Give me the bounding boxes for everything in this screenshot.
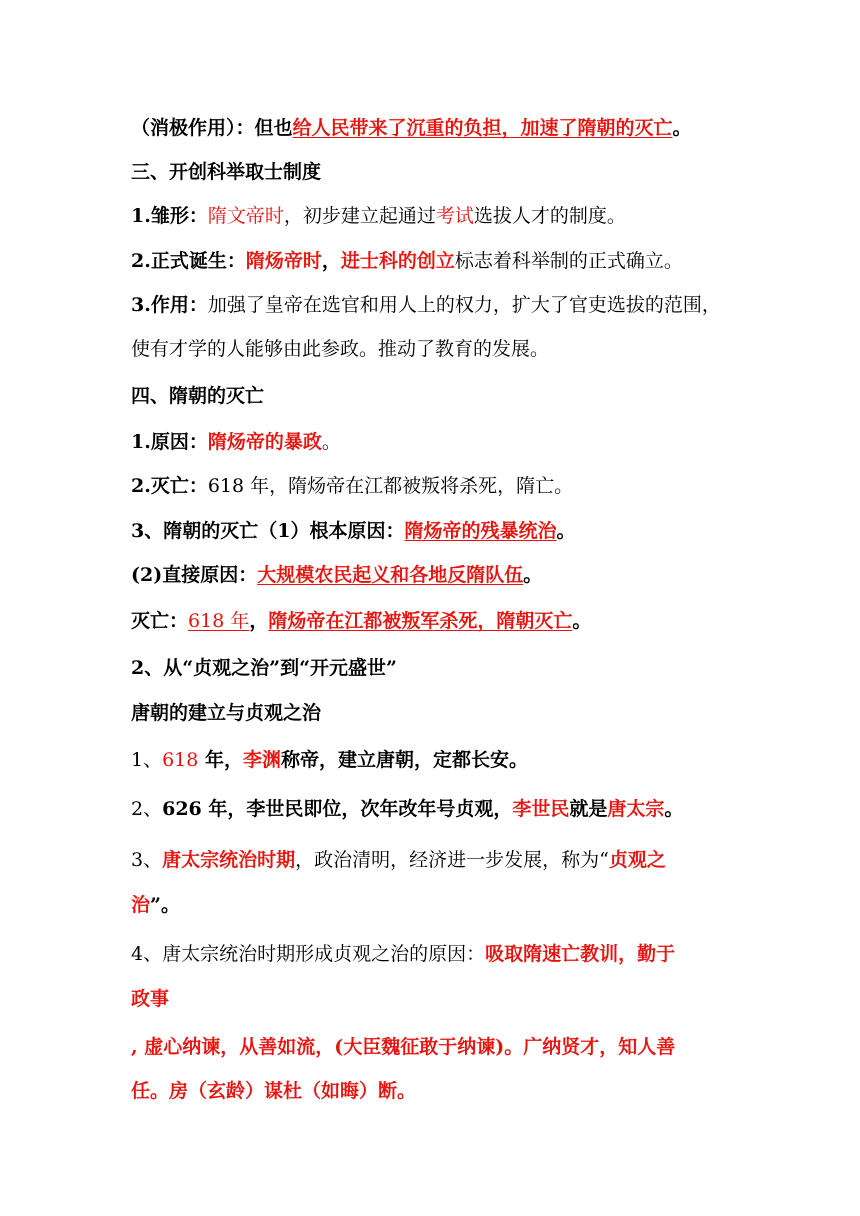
body-text: 2.灭亡：: [131, 475, 208, 497]
body-text: 2.正式诞生：: [131, 250, 246, 272]
highlighted-text: 大规模农民起义和各地反隋队伍: [257, 564, 524, 586]
highlighted-text: 李渊: [242, 749, 281, 771]
body-text: 就是: [569, 798, 608, 820]
body-text: （消极作用）：但也: [131, 117, 293, 139]
body-text: 。: [672, 117, 692, 139]
body-text: ，: [249, 610, 269, 632]
body-text: 加强了皇帝在选官和用人上的权力，扩大了官吏选拔的范围，: [207, 294, 721, 316]
body-text: 2、从“贞观之治”到“开元盛世”: [131, 657, 397, 679]
text-line: [131, 384, 264, 408]
highlighted-text: 李世民: [512, 798, 570, 820]
highlighted-text: 唐太宗统治时期: [162, 849, 296, 871]
body-text: 3、: [131, 849, 163, 871]
highlighted-text: 政事: [131, 988, 170, 1010]
highlighted-text: 治: [131, 894, 151, 916]
highlighted-text: , 虚心纳谏，从善如流，(大臣魏征敢于纳谏)。广纳贤才，知人善: [131, 1036, 676, 1058]
body-text: 。: [523, 564, 543, 586]
highlighted-text: 贞观之: [608, 849, 666, 871]
body-text: 3.作用：: [131, 294, 208, 316]
text-line: [131, 609, 591, 633]
body-text: ，初步建立起通过: [283, 205, 436, 227]
text-line: [131, 204, 626, 228]
highlighted-text: 隋文帝时: [207, 205, 284, 227]
body-text: ，: [321, 250, 341, 272]
text-line: [131, 563, 542, 587]
highlighted-text: 隋炀帝在江都被叛军杀死，隋朝灭亡: [268, 610, 573, 632]
body-text: 。: [664, 798, 684, 820]
text-line: [131, 893, 180, 917]
text-line: [131, 1079, 416, 1103]
highlighted-text: 唐太宗: [607, 798, 665, 820]
text-line: [131, 474, 573, 498]
body-text: 灭亡：: [131, 610, 189, 632]
body-text: ，政治清明，经济进一步发展，称为“: [295, 849, 609, 871]
highlighted-text: 给人民带来了沉重的负担，加速了隋朝的灭亡: [292, 117, 673, 139]
body-text: 选拔人才的制度。: [473, 205, 626, 227]
highlighted-text: 隋炀帝的残暴统治: [404, 520, 557, 542]
body-text: (2)直接原因：: [131, 564, 258, 586]
body-text: 。: [556, 520, 576, 542]
body-text: 626 年，李世民即位，次年改年号贞观，: [162, 798, 513, 820]
body-text: 3、隋朝的灭亡（1）根本原因：: [131, 520, 405, 542]
highlighted-text: 任。房（玄龄）谋杜（如晦）断。: [131, 1080, 417, 1102]
text-line: [131, 337, 549, 361]
body-text: 称帝，建立唐朝，定都长安。: [281, 749, 529, 771]
body-text: 标志着科举制的正式确立。: [454, 250, 683, 272]
body-text: 1.原因：: [131, 431, 208, 453]
text-line: [131, 848, 666, 872]
text-line: [131, 748, 528, 772]
text-line: [131, 656, 397, 680]
body-text: 。: [321, 431, 341, 453]
body-text: 1、: [131, 749, 163, 771]
body-text: ”。: [150, 894, 180, 916]
body-text: 1.雏形：: [131, 205, 208, 227]
text-line: [131, 293, 721, 317]
text-line: [131, 160, 321, 184]
body-text: 三、开创科举取士制度: [131, 161, 322, 183]
body-text: 4、唐太宗统治时期形成贞观之治的原因：: [131, 943, 486, 965]
text-line: [131, 701, 321, 725]
text-line: [131, 116, 692, 140]
body-text: 。: [572, 610, 592, 632]
highlighted-text: 隋炀帝时: [245, 250, 322, 272]
body-text: 唐朝的建立与贞观之治: [131, 702, 322, 724]
body-text: 2、: [131, 798, 163, 820]
text-line: [131, 797, 683, 821]
highlighted-text: 618 年: [188, 610, 250, 632]
text-line: [131, 1035, 675, 1059]
text-line: [131, 519, 575, 543]
body-text: 四、隋朝的灭亡: [131, 385, 265, 407]
text-line: [131, 430, 341, 454]
text-line: [131, 987, 169, 1011]
body-text: 618 年，隋炀帝在江都被叛将杀死，隋亡。: [207, 475, 574, 497]
body-text: 年，: [198, 749, 243, 771]
text-line: [131, 942, 675, 966]
highlighted-text: 进士科的创立: [340, 250, 455, 272]
body-text: 使有才学的人能够由此参政。推动了教育的发展。: [131, 338, 550, 360]
highlighted-text: 吸取隋速亡教训，勤于: [485, 943, 676, 965]
highlighted-text: 618: [162, 749, 199, 771]
highlighted-text: 考试: [435, 205, 474, 227]
highlighted-text: 隋炀帝的暴政: [207, 431, 322, 453]
text-line: [131, 249, 683, 273]
